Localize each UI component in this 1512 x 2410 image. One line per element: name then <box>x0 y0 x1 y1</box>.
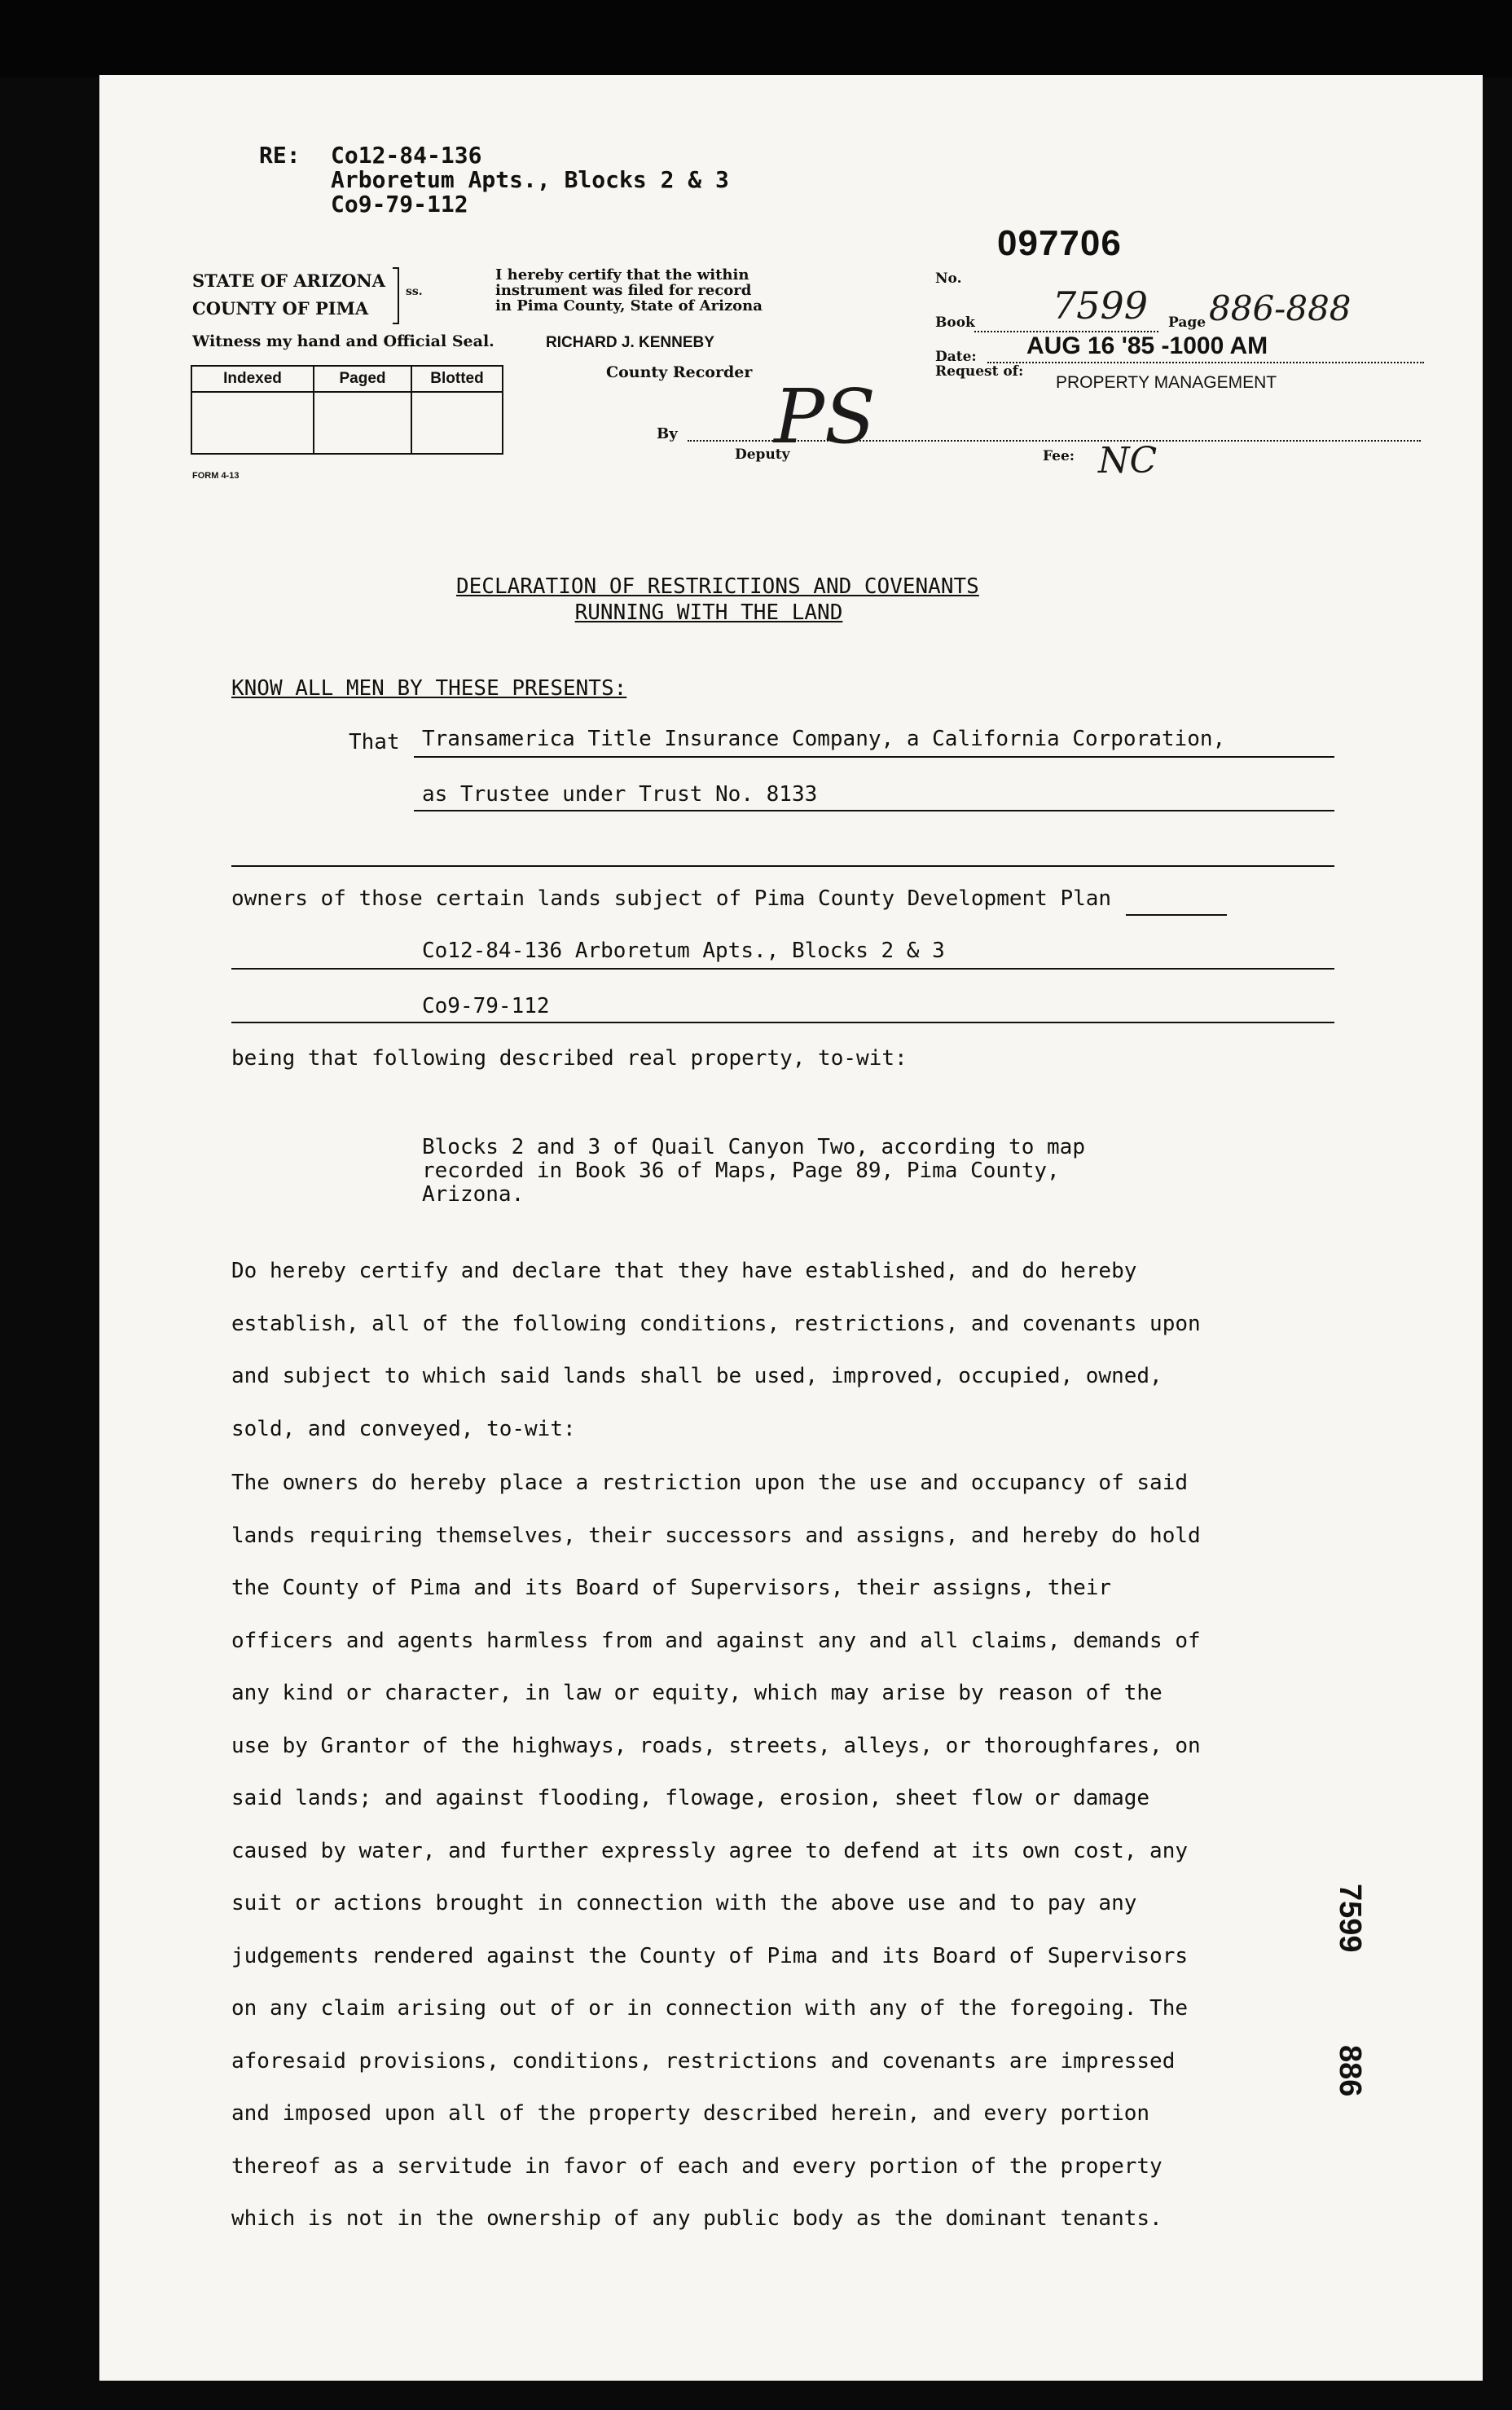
paragraph-line: any kind or character, in law or equity, which may arise by reason of the <box>231 1681 1163 1705</box>
paragraph-line: the County of Pima and its Board of Supervisors, their assigns, their <box>231 1576 1112 1600</box>
date-value: AUG 16 '85 -1000 AM <box>1026 332 1268 359</box>
grantor-underline-1 <box>414 756 1334 758</box>
certify-line-3: in Pima County, State of Arizona <box>495 297 763 314</box>
that-label: That <box>349 730 400 754</box>
index-header-indexed: Indexed <box>191 366 314 392</box>
index-cell-paged <box>314 392 411 454</box>
know-all-men: KNOW ALL MEN BY THESE PRESENTS: <box>231 676 627 701</box>
covenant-paragraph <box>231 1457 1201 2245</box>
plan-line-1: Co12-84-136 Arboretum Apts., Blocks 2 & 3 <box>422 939 945 963</box>
paragraph-line: judgements rendered against the County of Pima and its Board of Supervisors <box>231 1943 1188 1968</box>
book-label: Book <box>935 314 975 331</box>
index-header-paged: Paged <box>314 366 411 392</box>
stamp-witness: Witness my hand and Official Seal. <box>192 332 494 350</box>
stamp-county: COUNTY OF PIMA <box>192 298 369 319</box>
owners-underline <box>1126 914 1227 916</box>
legal-line: Blocks 2 and 3 of Quail Canyon Two, according to map <box>422 1135 1085 1159</box>
certify-paragraph <box>231 1245 1201 1455</box>
index-header-blotted: Blotted <box>411 366 503 392</box>
document-title-line-1: DECLARATION OF RESTRICTIONS AND COVENANTS <box>456 574 979 599</box>
legal-description <box>422 1136 1085 1207</box>
re-line-3: Co9-79-112 <box>331 191 468 218</box>
request-value: PROPERTY MANAGEMENT <box>1056 373 1277 392</box>
re-line-2: Arboretum Apts., Blocks 2 & 3 <box>331 166 729 193</box>
plan-underline-2 <box>231 1022 1334 1023</box>
record-number: 097706 <box>997 223 1122 263</box>
deputy-signature: PS <box>774 373 876 460</box>
no-label: No. <box>935 270 962 287</box>
grantor-line-2: as Trustee under Trust No. 8133 <box>422 782 818 807</box>
request-label: Request of: <box>935 363 1024 380</box>
grantor-underline-2 <box>414 810 1334 811</box>
fee-value: NC <box>1098 440 1158 482</box>
plan-underline-1 <box>231 968 1334 970</box>
stamp-ss: ss. <box>406 285 423 298</box>
fee-label: Fee: <box>1043 448 1075 464</box>
form-number: FORM 4-13 <box>192 471 240 481</box>
paragraph-line: establish, all of the following conditions, restrictions, and covenants upon <box>231 1311 1201 1336</box>
stamp-brace <box>393 267 399 324</box>
document-page <box>99 75 1483 2381</box>
index-table <box>191 365 503 455</box>
paragraph-line: on any claim arising out of or in connection with any of the foregoing. The <box>231 1996 1188 2021</box>
paragraph-line: Do hereby certify and declare that they have established, and do hereby <box>231 1259 1137 1283</box>
by-label: By <box>657 425 678 442</box>
certify-line-1: I hereby certify that the within <box>495 266 749 284</box>
paragraph-line: said lands; and against flooding, flowage, erosion, sheet flow or damage <box>231 1786 1150 1810</box>
paragraph-line: and imposed upon all of the property described herein, and every portion <box>231 2101 1150 2126</box>
paragraph-line: thereof as a servitude in favor of each and every portion of the property <box>231 2153 1163 2179</box>
owners-line: owners of those certain lands subject of Pima County Development Plan <box>231 886 1112 911</box>
margin-book-number: 7599 <box>1333 1884 1367 1953</box>
paragraph-line: officers and agents harmless from and against any and all claims, demands of <box>231 1628 1201 1653</box>
date-dotted-line <box>987 362 1424 363</box>
date-label: Date: <box>935 349 977 365</box>
book-value: 7599 <box>1053 284 1149 328</box>
recorder-name: RICHARD J. KENNEBY <box>546 334 714 351</box>
legal-line: recorded in Book 36 of Maps, Page 89, Pima County, <box>422 1159 1060 1183</box>
deputy-label: Deputy <box>735 446 790 463</box>
stamp-state: STATE OF ARIZONA <box>192 270 385 291</box>
index-cell-blotted <box>411 392 503 454</box>
legal-line: Arizona. <box>422 1182 525 1207</box>
re-label: RE: <box>259 142 301 169</box>
paragraph-line: and subject to which said lands shall be used, improved, occupied, owned, <box>231 1364 1163 1388</box>
plan-line-2: Co9-79-112 <box>422 994 550 1018</box>
paragraph-line: aforesaid provisions, conditions, restrictions and covenants are impressed <box>231 2048 1176 2074</box>
index-cell-indexed <box>191 392 314 454</box>
scan-top-band <box>0 0 1512 77</box>
page-label: Page <box>1168 314 1207 331</box>
grantor-underline-3 <box>231 865 1334 867</box>
paragraph-line: caused by water, and further expressly agree to defend at its own cost, any <box>231 1838 1188 1863</box>
grantor-line-1: Transamerica Title Insurance Company, a California Corporation, <box>422 727 1226 751</box>
re-line-1: Co12-84-136 <box>331 142 482 169</box>
paragraph-line: sold, and conveyed, to-wit: <box>231 1416 576 1441</box>
paragraph-line: use by Grantor of the highways, roads, streets, alleys, or thoroughfares, on <box>231 1733 1201 1758</box>
paragraph-line: which is not in the ownership of any public body as the dominant tenants. <box>231 2206 1163 2231</box>
certify-line-2: instrument was filed for record <box>495 282 752 299</box>
paragraph-line: lands requiring themselves, their successors and assigns, and hereby do hold <box>231 1523 1201 1548</box>
page-value: 886-888 <box>1209 288 1352 328</box>
being-line: being that following described real property, to-wit: <box>231 1046 908 1071</box>
margin-page-number: 886 <box>1333 2045 1367 2097</box>
document-title-line-2: RUNNING WITH THE LAND <box>574 600 843 625</box>
paragraph-line: The owners do hereby place a restriction upon the use and occupancy of said <box>231 1471 1188 1495</box>
recorder-title: County Recorder <box>606 363 753 381</box>
paragraph-line: suit or actions brought in connection with the above use and to pay any <box>231 1891 1137 1915</box>
